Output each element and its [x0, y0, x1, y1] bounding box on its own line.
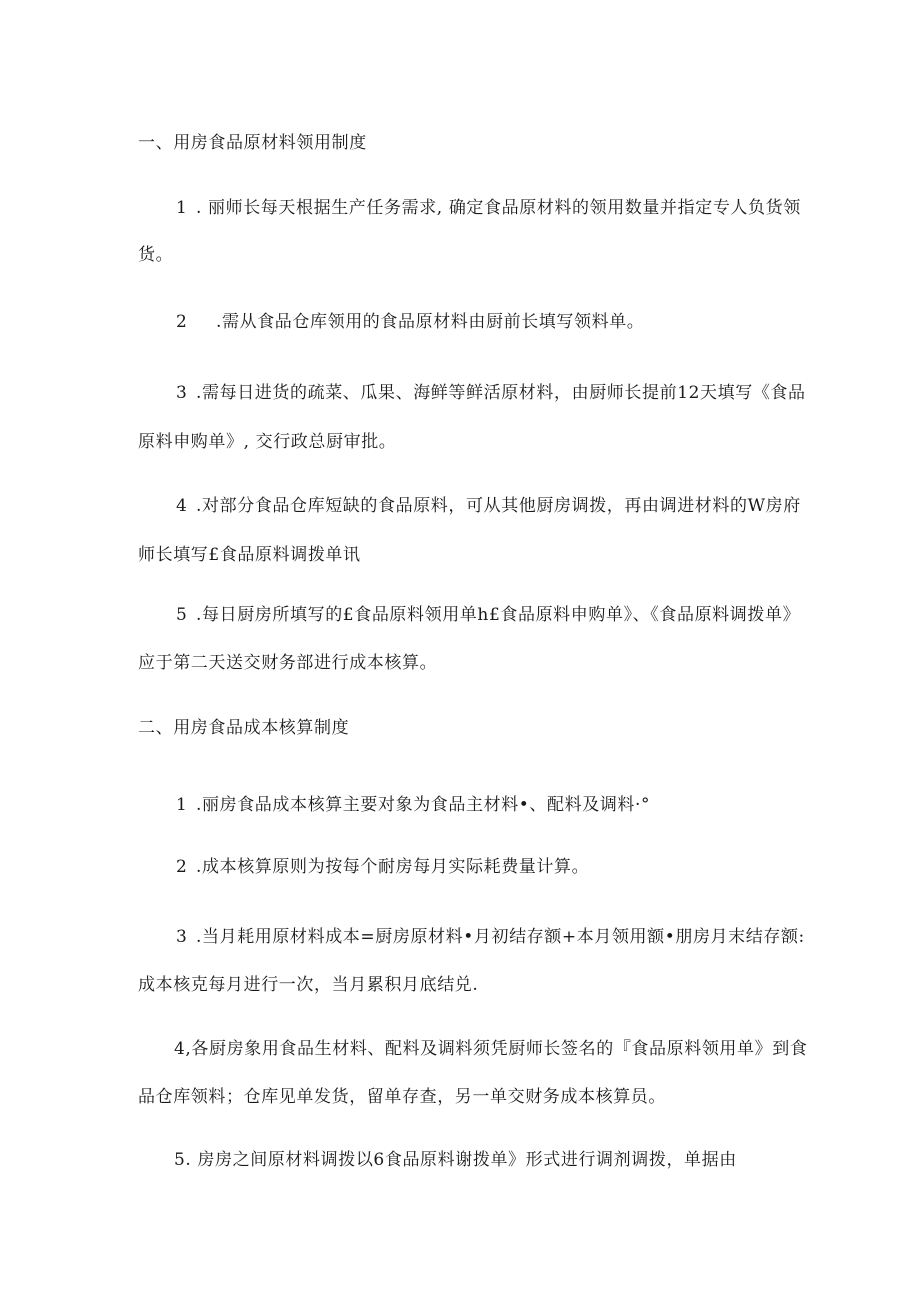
paragraph-line: 5. 房房之间原材料调拨以6食品原料谢拨单》形式进行调剂调拨，单据由 [174, 1150, 737, 1170]
item-number: 3 [176, 927, 187, 947]
paragraph-line: 原料申购单》, 交行政总厨审批。 [138, 432, 397, 452]
paragraph-line: 品仓库领料；仓库见单发货，留单存查，另一单交财务成本核算员。 [138, 1087, 666, 1107]
item-number: 1 [176, 795, 187, 815]
item-number: 4 [176, 496, 187, 516]
paragraph-line: .当月耗用原材料成本=厨房原材料•月初结存额+本月领用额•朋房月末结存额: [196, 927, 805, 947]
paragraph-line: 师长填写£食品原料调拨单讯 [138, 545, 361, 565]
item-number: 1 [176, 198, 187, 218]
paragraph-line: .需每日进货的疏菜、瓜果、海鲜等鲜活原材料，由厨师长提前12天填写《食品 [196, 383, 806, 403]
paragraph-line: .需从食品仓库领用的食品原材料由厨前长填写领料单。 [216, 312, 645, 332]
item-number: 5 [176, 605, 187, 625]
item-number: 2 [176, 312, 187, 332]
paragraph-line: 货。 [138, 245, 174, 265]
paragraph-line: .丽房食品成本核算主要对象为食品主材料•、配料及调料·° [196, 795, 651, 815]
item-number: 3 [176, 383, 187, 403]
paragraph-line: .对部分食品仓库短缺的食品原料，可从其他厨房调拨，再由调进材料的W房府 [196, 496, 801, 516]
section-heading: 一、用房食品原材料领用制度 [138, 133, 367, 153]
item-number: 2 [176, 857, 187, 877]
paragraph-line: .成本核算原则为按每个耐房每月实际耗费量计算。 [196, 857, 590, 877]
paragraph-line: 应于第二天送交财务部进行成本核算。 [138, 653, 438, 673]
paragraph-line: 4,各厨房象用食品生材料、配料及调料须凭厨师长签名的『食品原料领用单》到食 [174, 1039, 808, 1059]
section-heading: 二、用房食品成本核算制度 [138, 718, 350, 738]
paragraph-line: 成本核克每月进行一次，当月累积月底结兑. [138, 975, 479, 995]
paragraph-line: .每日厨房所填写的£食品原料领用单h£食品原料申购单》、《食品原料调拨单》 [196, 605, 801, 625]
paragraph-line: . 丽师长每天根据生产任务需求, 确定食品原材料的领用数量并指定专人负货领 [196, 198, 801, 218]
